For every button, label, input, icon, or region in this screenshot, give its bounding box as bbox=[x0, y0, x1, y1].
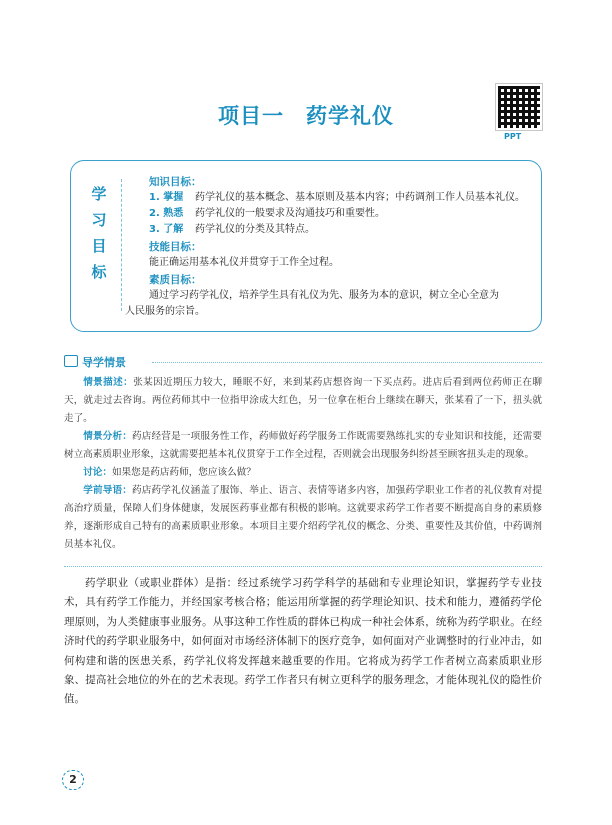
section-title: 导学情景 bbox=[82, 356, 126, 369]
objectives-side-label bbox=[77, 179, 122, 311]
title-part2: 药学礼仪 bbox=[306, 104, 394, 128]
analysis-label: 情景分析： bbox=[83, 431, 133, 442]
scene-paragraph bbox=[64, 374, 542, 428]
knowledge-text: 药学礼仪的分类及其特点。 bbox=[195, 224, 315, 235]
scene-text: 张某因近期压力较大，睡眠不好，来到某药店想咨询一下买点药。进店后看到两位药师正在聊天，就走过去咨询。两位药师其中一位指甲涂成大红色，另一位拿在柜台上继续在聊天，张某看了一下，扭头就走了。 bbox=[64, 377, 543, 424]
knowledge-heading: 知识目标： bbox=[149, 176, 202, 188]
knowledge-level: 2. 熟悉 bbox=[149, 208, 184, 219]
quality-heading: 素质目标： bbox=[149, 274, 202, 286]
knowledge-item bbox=[149, 222, 529, 238]
quality-text-line2: 人民服务的宗旨。 bbox=[125, 306, 205, 317]
objectives-content bbox=[125, 173, 529, 320]
lead-text: 药店药学礼仪涵盖了服饰、举止、语言、表情等诸多内容，加强药学职业工作者的礼仪教育对提高治疗质量，保障人们身体健康，发展医药事业都有积极的影响。这就要求药学工作者要不断提高自身的素质修养，逐渐形成自己特有的高素质职业形象。本项目主要介绍药学礼仪的概念、分类、重要性及其价值，中药调剂员基本礼仪。 bbox=[64, 485, 542, 550]
side-label-char: 标 bbox=[91, 263, 107, 281]
section-divider-top bbox=[152, 362, 542, 363]
qr-code-icon[interactable] bbox=[496, 84, 542, 130]
learning-objectives-box bbox=[70, 160, 542, 332]
lead-paragraph bbox=[64, 482, 542, 554]
analysis-paragraph bbox=[64, 428, 542, 464]
knowledge-item bbox=[149, 190, 529, 206]
analysis-text: 药店经营是一项服务性工作，药师做好药学服务工作既需要熟练扎实的专业知识和技能，还需要树立高素质职业形象，这就需要把基本礼仪贯穿于工作全过程，否则就会出现服务纠纷甚至顾客扭头走的现象。 bbox=[64, 431, 542, 460]
title-part1: 项目一 bbox=[218, 104, 284, 128]
skill-text: 能正确运用基本礼仪并贯穿于工作全过程。 bbox=[149, 257, 339, 268]
page-number: 2 bbox=[62, 770, 84, 790]
skill-heading: 技能目标： bbox=[149, 241, 202, 253]
discuss-paragraph bbox=[64, 464, 542, 482]
scene-label: 情景描述： bbox=[83, 377, 134, 388]
knowledge-level: 3. 了解 bbox=[149, 224, 184, 235]
main-paragraph: 药学职业（或职业群体）是指：经过系统学习药学科学的基础和专业理论知识，掌握药学专业技术，具有药学工作能力，并经国家考核合格；能运用所掌握的药学理论知识、技术和能力，遵循药学伦理原则，为人类健康事业服务。从事这种工作性质的群体已构成一种社会体系，统称为药学职业。在经济时代的药学职业服务中，如何面对市场经济体制下的医疗竞争，如何面对产业调整时的行业冲击，如何构建和谐的医患关系，药学礼仪将发挥越来越重要的作用。它将成为药学工作者树立高素质职业形象、提高社会地位的外在的艺术表现。药学工作者只有树立更科学的服务理念，才能体现礼仪的隐性价值。 bbox=[64, 577, 542, 706]
side-label-char: 学 bbox=[91, 185, 107, 203]
book-icon bbox=[64, 355, 78, 367]
lead-label: 学前导语： bbox=[83, 485, 133, 496]
knowledge-text: 药学礼仪的一般要求及沟通技巧和重要性。 bbox=[195, 208, 385, 219]
discuss-text: 如果您是药店药师，您应该么做？ bbox=[111, 467, 256, 478]
section-divider-bottom bbox=[64, 566, 542, 567]
knowledge-level: 1. 掌握 bbox=[149, 192, 184, 203]
main-body bbox=[64, 574, 542, 710]
knowledge-item bbox=[149, 206, 529, 222]
qr-label: PPT bbox=[504, 132, 522, 141]
quality-text-line1: 通过学习药学礼仪，培养学生具有礼仪为先、服务为本的意识，树立全心全意为 bbox=[149, 290, 499, 301]
guide-section bbox=[64, 374, 542, 554]
knowledge-text: 药学礼仪的基本概念、基本原则及基本内容；中药调剂工作人员基本礼仪。 bbox=[195, 192, 525, 203]
discuss-label: 讨论： bbox=[83, 467, 112, 478]
section-heading-guide bbox=[64, 354, 126, 370]
side-label-char: 习 bbox=[91, 211, 107, 229]
side-label-char: 目 bbox=[91, 237, 107, 255]
